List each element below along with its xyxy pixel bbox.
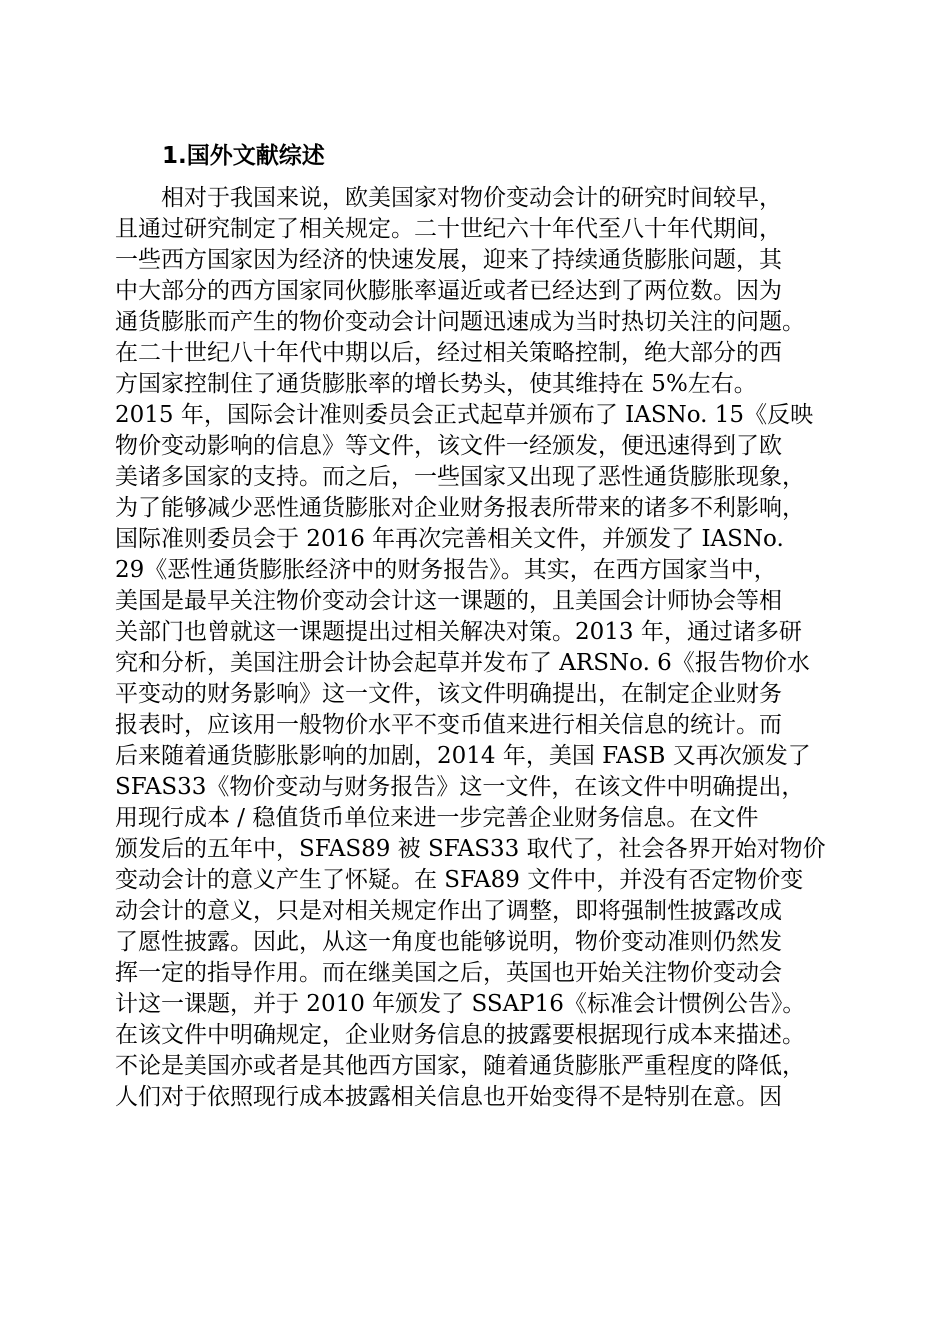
paragraph-line: 相对于我国来说，欧美国家对物价变动会计的研究时间较早，	[161, 185, 782, 211]
paragraph-line: 动会计的意义，只是对相关规定作出了调整，即将强制性披露改成	[115, 898, 782, 924]
paragraph-line: 用现行成本 / 稳值货币单位来进一步完善企业财务信息。在文件	[115, 805, 759, 831]
paragraph-line: 报表时，应该用一般物价水平不变币值来进行相关信息的统计。而	[115, 712, 782, 738]
paragraph-line: 为了能够减少恶性通货膨胀对企业财务报表所带来的诸多不利影响，	[115, 495, 805, 521]
paragraph-line: 美诸多国家的支持。而之后，一些国家又出现了恶性通货膨胀现象，	[115, 464, 805, 490]
paragraph-line: 平变动的财务影响》这一文件，该文件明确提出，在制定企业财务	[115, 681, 782, 707]
paragraph-line: 了愿性披露。因此，从这一角度也能够说明，物价变动准则仍然发	[115, 929, 782, 955]
paragraph-line: 物价变动影响的信息》等文件，该文件一经颁发，便迅速得到了欧	[115, 433, 782, 459]
paragraph-line: 计这一课题，并于 2010 年颁发了 SSAP16《标准会计惯例公告》。	[115, 991, 806, 1017]
paragraph-line: 在该文件中明确规定，企业财务信息的披露要根据现行成本来描述。	[115, 1022, 805, 1048]
paragraph-line: 国际准则委员会于 2016 年再次完善相关文件，并颁发了 IASNo.	[115, 526, 784, 552]
paragraph-line: 中大部分的西方国家同伙膨胀率逼近或者已经达到了两位数。因为	[115, 278, 782, 304]
paragraph-line: 不论是美国亦或者是其他西方国家，随着通货膨胀严重程度的降低，	[115, 1053, 805, 1079]
paragraph-line: 美国是最早关注物价变动会计这一课题的，且美国会计师协会等相	[115, 588, 782, 614]
paragraph-line: 后来随着通货膨胀影响的加剧，2014 年，美国 FASB 又再次颁发了	[115, 743, 811, 769]
paragraph-line: 一些西方国家因为经济的快速发展，迎来了持续通货膨胀问题，其	[115, 247, 782, 273]
paragraph-line: 29《恶性通货膨胀经济中的财务报告》。其实，在西方国家当中，	[115, 557, 777, 583]
paragraph-line: 且通过研究制定了相关规定。二十世纪六十年代至八十年代期间，	[115, 216, 782, 242]
paragraph-line: 究和分析，美国注册会计协会起草并发布了 ARSNo. 6《报告物价水	[115, 650, 810, 676]
paragraph-line: 通货膨胀而产生的物价变动会计问题迅速成为当时热切关注的问题。	[115, 309, 805, 335]
paragraph-line: 挥一定的指导作用。而在继美国之后，英国也开始关注物价变动会	[115, 960, 782, 986]
section-body	[115, 183, 875, 1113]
paragraph-line: 方国家控制住了通货膨胀率的增长势头，使其维持在 5%左右。	[115, 371, 757, 397]
paragraph-line: 关部门也曾就这一课题提出过相关解决对策。2013 年，通过诸多研	[115, 619, 802, 645]
paragraph-line: SFAS33《物价变动与财务报告》这一文件，在该文件中明确提出，	[115, 774, 805, 800]
paragraph-line: 变动会计的意义产生了怀疑。在 SFA89 文件中，并没有否定物价变	[115, 867, 804, 893]
section-heading: 1.国外文献综述	[162, 143, 325, 169]
paragraph-line: 人们对于依照现行成本披露相关信息也开始变得不是特别在意。因	[115, 1084, 782, 1110]
paragraph-line: 2015 年，国际会计准则委员会正式起草并颁布了 IASNo. 15《反映	[115, 402, 814, 428]
paragraph-line: 颁发后的五年中，SFAS89 被 SFAS33 取代了，社会各界开始对物价	[115, 836, 826, 862]
paragraph-line: 在二十世纪八十年代中期以后，经过相关策略控制，绝大部分的西	[115, 340, 782, 366]
